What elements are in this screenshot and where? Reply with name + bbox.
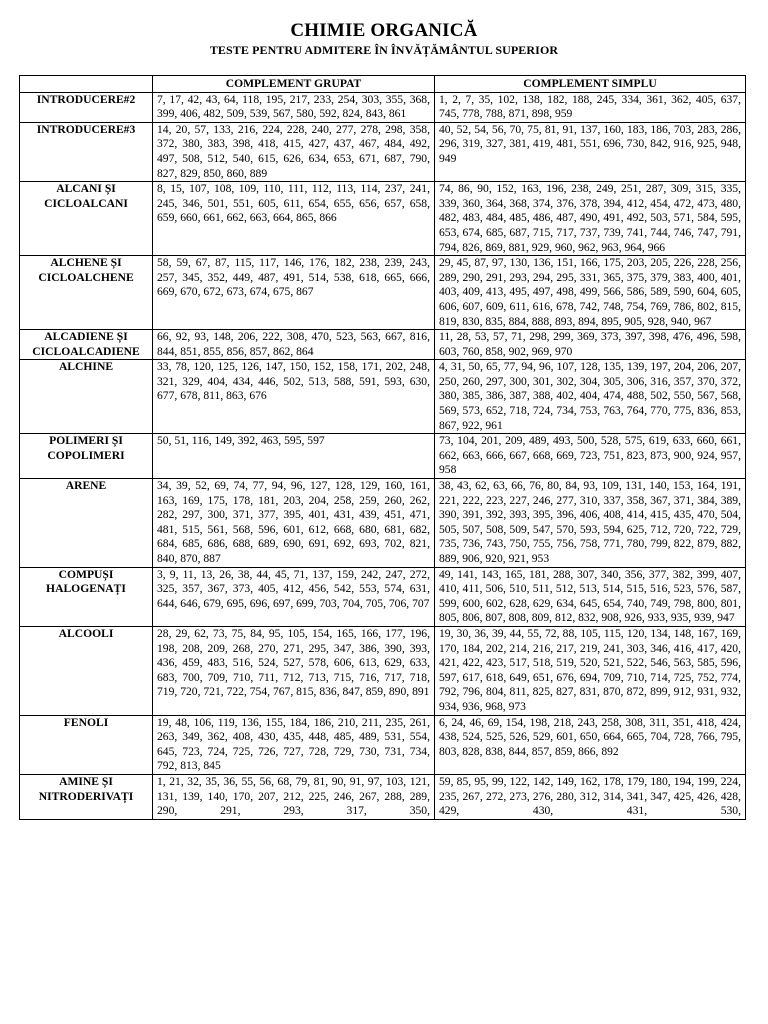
table-row <box>20 256 746 330</box>
table-row <box>20 626 746 715</box>
header-cell-simplu: COMPLEMENT SIMPLU <box>435 76 746 93</box>
grupat-cell: 58, 59, 67, 87, 115, 117, 146, 176, 182, 238, 239, 243, 257, 345, 352, 449, 487, 491, 514, 538, 618, 665, 666, 669, 670, 672, 673, 674, 675, 867 <box>153 256 435 330</box>
grupat-cell: 28, 29, 62, 73, 75, 84, 95, 105, 154, 165, 166, 177, 196, 198, 208, 209, 268, 270, 271, 295, 347, 386, 390, 393, 436, 459, 483, 516, 524, 527, 578, 606, 613, 629, 633, 683, 700, 709, 710, 711, 712, 713, 715, 716, 717, 718, 719, 720, 721, 722, 754, 767, 815, 836, 847, 859, 890, 891 <box>153 626 435 715</box>
category-cell: COMPUȘI HALOGENAȚI <box>20 567 153 626</box>
header-row <box>20 76 746 93</box>
simplu-cell: 11, 28, 53, 57, 71, 298, 299, 369, 373, 397, 398, 476, 496, 598, 603, 760, 858, 902, 969, 970 <box>435 330 746 360</box>
category-cell: ALCOOLI <box>20 626 153 715</box>
category-cell: INTRODUCERE#3 <box>20 122 153 181</box>
grupat-cell: 34, 39, 52, 69, 74, 77, 94, 96, 127, 128, 129, 160, 161, 163, 169, 175, 178, 181, 203, 204, 258, 259, 260, 262, 282, 297, 300, 371, 377, 395, 401, 431, 439, 451, 471, 481, 515, 561, 568, 596, 601, 612, 668, 680, 681, 682, 684, 685, 686, 688, 689, 690, 691, 692, 693, 702, 821, 840, 870, 887 <box>153 479 435 568</box>
grupat-cell: 7, 17, 42, 43, 64, 118, 195, 217, 233, 254, 303, 355, 368, 399, 406, 482, 509, 539, 567, 580, 592, 824, 843, 861 <box>153 92 435 122</box>
category-cell: INTRODUCERE#2 <box>20 92 153 122</box>
table-row <box>20 567 746 626</box>
grupat-cell: 14, 20, 57, 133, 216, 224, 228, 240, 277, 278, 298, 358, 372, 380, 383, 398, 418, 415, 427, 437, 467, 484, 492, 497, 508, 512, 540, 615, 626, 634, 653, 671, 687, 790, 827, 829, 850, 860, 889 <box>153 122 435 181</box>
table-row <box>20 715 746 774</box>
table-row <box>20 122 746 181</box>
grupat-cell: 66, 92, 93, 148, 206, 222, 308, 470, 523, 563, 667, 816, 844, 851, 855, 856, 857, 862, 864 <box>153 330 435 360</box>
category-cell: ALCHENE ȘI CICLOALCHENE <box>20 256 153 330</box>
table-row <box>20 479 746 568</box>
grupat-cell: 1, 21, 32, 35, 36, 55, 56, 68, 79, 81, 90, 91, 97, 103, 121, 131, 139, 140, 170, 207, 212, 225, 246, 267, 288, 289, 290, 291, 293, 317, 350, <box>153 774 435 819</box>
category-cell: AMINE ȘI NITRODERIVAȚI <box>20 774 153 819</box>
simplu-cell: 6, 24, 46, 69, 154, 198, 218, 243, 258, 308, 311, 351, 418, 424, 438, 524, 525, 526, 529, 601, 650, 664, 665, 704, 728, 766, 795, 803, 828, 838, 844, 857, 859, 866, 892 <box>435 715 746 774</box>
header-cell-blank <box>20 76 153 93</box>
category-cell: ARENE <box>20 479 153 568</box>
category-cell: ALCADIENE ȘI CICLOALCADIENE <box>20 330 153 360</box>
page-title: CHIMIE ORGANICĂ <box>290 20 478 41</box>
table-row <box>20 182 746 256</box>
test-index-table <box>19 75 746 820</box>
category-cell: POLIMERI ȘI COPOLIMERI <box>20 434 153 479</box>
table-row <box>20 330 746 360</box>
category-cell: ALCANI ȘI CICLOALCANI <box>20 182 153 256</box>
grupat-cell: 50, 51, 116, 149, 392, 463, 595, 597 <box>153 434 435 479</box>
table-row <box>20 92 746 122</box>
grupat-cell: 3, 9, 11, 13, 26, 38, 44, 45, 71, 137, 159, 242, 247, 272, 325, 357, 367, 373, 405, 412, 456, 542, 553, 574, 631, 644, 646, 679, 695, 696, 697, 699, 703, 704, 705, 706, 707 <box>153 567 435 626</box>
table-row <box>20 434 746 479</box>
header-cell-grupat: COMPLEMENT GRUPAT <box>153 76 435 93</box>
grupat-cell: 8, 15, 107, 108, 109, 110, 111, 112, 113, 114, 237, 241, 245, 346, 501, 551, 605, 611, 654, 655, 656, 657, 658, 659, 660, 661, 662, 663, 664, 865, 866 <box>153 182 435 256</box>
page-subtitle: TESTE PENTRU ADMITERE ÎN ÎNVĂȚĂMÂNTUL SUPERIOR <box>209 43 559 57</box>
simplu-cell: 59, 85, 95, 99, 122, 142, 149, 162, 178, 179, 180, 194, 199, 224, 235, 267, 272, 273, 276, 280, 312, 314, 341, 347, 425, 426, 428, 429, 430, 431, 530, <box>435 774 746 819</box>
simplu-cell: 73, 104, 201, 209, 489, 493, 500, 528, 575, 619, 633, 660, 661, 662, 663, 666, 667, 668, 669, 723, 751, 823, 873, 900, 924, 957, 958 <box>435 434 746 479</box>
grupat-cell: 19, 48, 106, 119, 136, 155, 184, 186, 210, 211, 235, 261, 263, 349, 362, 408, 430, 435, 448, 485, 489, 531, 554, 645, 723, 724, 725, 726, 727, 728, 729, 730, 731, 734, 792, 813, 845 <box>153 715 435 774</box>
category-cell: ALCHINE <box>20 360 153 434</box>
simplu-cell: 19, 30, 36, 39, 44, 55, 72, 88, 105, 115, 120, 134, 148, 167, 169, 170, 184, 202, 214, 216, 217, 219, 241, 303, 346, 416, 417, 420, 421, 422, 423, 517, 518, 519, 520, 521, 522, 546, 563, 585, 596, 597, 617, 618, 649, 651, 676, 694, 709, 710, 714, 725, 752, 774, 792, 796, 804, 811, 825, 827, 831, 870, 872, 899, 912, 931, 932, 934, 936, 968, 973 <box>435 626 746 715</box>
simplu-cell: 40, 52, 54, 56, 70, 75, 81, 91, 137, 160, 183, 186, 703, 283, 286, 296, 319, 327, 381, 419, 481, 551, 696, 730, 842, 916, 925, 948, 949 <box>435 122 746 181</box>
simplu-cell: 4, 31, 50, 65, 77, 94, 96, 107, 128, 135, 139, 197, 204, 206, 207, 250, 260, 297, 300, 301, 302, 304, 305, 306, 316, 357, 370, 372, 380, 385, 386, 387, 388, 402, 404, 474, 488, 502, 550, 567, 568, 569, 573, 652, 718, 724, 734, 753, 763, 764, 770, 775, 836, 853, 867, 922, 961 <box>435 360 746 434</box>
grupat-cell: 33, 78, 120, 125, 126, 147, 150, 152, 158, 171, 202, 248, 321, 329, 404, 434, 446, 502, 513, 588, 591, 593, 630, 677, 678, 811, 863, 676 <box>153 360 435 434</box>
simplu-cell: 1, 2, 7, 35, 102, 138, 182, 188, 245, 334, 361, 362, 405, 637, 745, 778, 788, 871, 898, 959 <box>435 92 746 122</box>
simplu-cell: 38, 43, 62, 63, 66, 76, 80, 84, 93, 109, 131, 140, 153, 164, 191, 221, 222, 223, 227, 246, 277, 310, 337, 358, 367, 371, 384, 389, 390, 391, 392, 393, 395, 396, 406, 408, 414, 415, 435, 470, 504, 505, 507, 508, 509, 547, 570, 593, 594, 625, 712, 720, 722, 729, 735, 736, 743, 750, 755, 756, 758, 771, 780, 799, 822, 879, 882, 889, 906, 920, 921, 953 <box>435 479 746 568</box>
table-row <box>20 774 746 819</box>
simplu-cell: 29, 45, 87, 97, 130, 136, 151, 166, 175, 203, 205, 226, 228, 256, 289, 290, 291, 293, 294, 295, 331, 365, 375, 379, 383, 400, 401, 403, 409, 413, 495, 497, 498, 499, 566, 586, 589, 590, 604, 605, 606, 607, 609, 611, 616, 678, 742, 748, 754, 769, 786, 802, 815, 819, 830, 835, 884, 888, 893, 894, 895, 905, 928, 940, 967 <box>435 256 746 330</box>
simplu-cell: 49, 141, 143, 165, 181, 288, 307, 340, 356, 377, 382, 399, 407, 410, 411, 506, 510, 511, 512, 513, 514, 515, 516, 523, 576, 587, 599, 600, 602, 628, 629, 634, 645, 654, 740, 749, 798, 800, 801, 805, 806, 807, 808, 809, 812, 832, 908, 926, 933, 935, 939, 947 <box>435 567 746 626</box>
simplu-cell: 74, 86, 90, 152, 163, 196, 238, 249, 251, 287, 309, 315, 335, 339, 360, 364, 368, 374, 376, 378, 394, 412, 454, 472, 473, 480, 482, 483, 484, 485, 486, 487, 490, 491, 492, 503, 571, 584, 595, 653, 674, 685, 687, 715, 717, 737, 739, 741, 744, 746, 747, 791, 794, 826, 869, 881, 929, 960, 962, 963, 964, 966 <box>435 182 746 256</box>
table-row <box>20 360 746 434</box>
category-cell: FENOLI <box>20 715 153 774</box>
